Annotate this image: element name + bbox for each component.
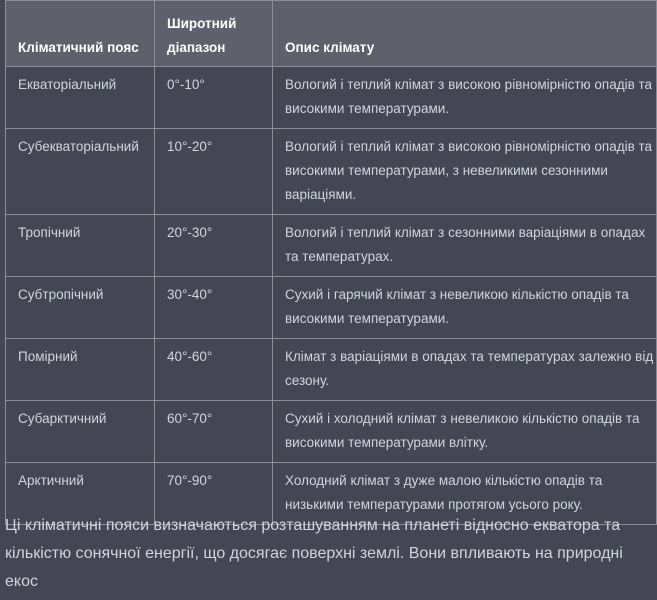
cell-range: 20°-30° — [155, 215, 273, 277]
header-range: Широтний діапазон — [155, 1, 273, 67]
table-row — [6, 129, 657, 215]
header-zone: Кліматичний пояс — [6, 1, 155, 67]
cell-range: 10°-20° — [155, 129, 273, 215]
table-row — [6, 67, 657, 129]
table-row — [6, 401, 657, 463]
climate-zones-table — [5, 0, 657, 525]
table-row — [6, 215, 657, 277]
header-description: Опис клімату — [273, 1, 657, 67]
cell-range: 0°-10° — [155, 67, 273, 129]
cell-zone: Екваторіальний — [6, 67, 155, 129]
cell-zone: Субтропічний — [6, 277, 155, 339]
cell-description: Вологий і теплий клімат з високою рівномірністю опадів та високими температурами, з невеликими сезонними варіаціями. — [273, 129, 657, 215]
summary-paragraph: Ці кліматичні пояси визначаються розташуванням на планеті відносно екватора та кількістю сонячної енергії, що досягає поверхні землі. Вони впливають на природні екос — [5, 517, 623, 590]
cell-description: Вологий і теплий клімат з сезонними варіаціями в опадах та температурах. — [273, 215, 657, 277]
cell-description: Вологий і теплий клімат з високою рівномірністю опадів та високими температурами. — [273, 67, 657, 129]
cell-range: 60°-70° — [155, 401, 273, 463]
cell-zone: Тропічний — [6, 215, 155, 277]
table-row — [6, 339, 657, 401]
table-row — [6, 277, 657, 339]
cell-description: Сухий і холодний клімат з невеликою кількістю опадів та високими температурами влітку. — [273, 401, 657, 463]
cell-description: Холодний клімат з дуже малою кількістю опадів та низькими температурами протягом усього року. — [273, 463, 657, 525]
cell-range: 40°-60° — [155, 339, 273, 401]
cell-zone: Субарктичний — [6, 401, 155, 463]
cell-zone: Помірний — [6, 339, 155, 401]
cell-zone: Субекваторіальний — [6, 129, 155, 215]
cell-zone: Арктичний — [6, 463, 155, 525]
cell-description: Клімат з варіаціями в опадах та температурах залежно від сезону. — [273, 339, 657, 401]
table-header-row — [6, 1, 657, 67]
cell-range: 30°-40° — [155, 277, 273, 339]
cell-description: Сухий і гарячий клімат з невеликою кількістю опадів та високими температурами. — [273, 277, 657, 339]
cell-range: 70°-90° — [155, 463, 273, 525]
